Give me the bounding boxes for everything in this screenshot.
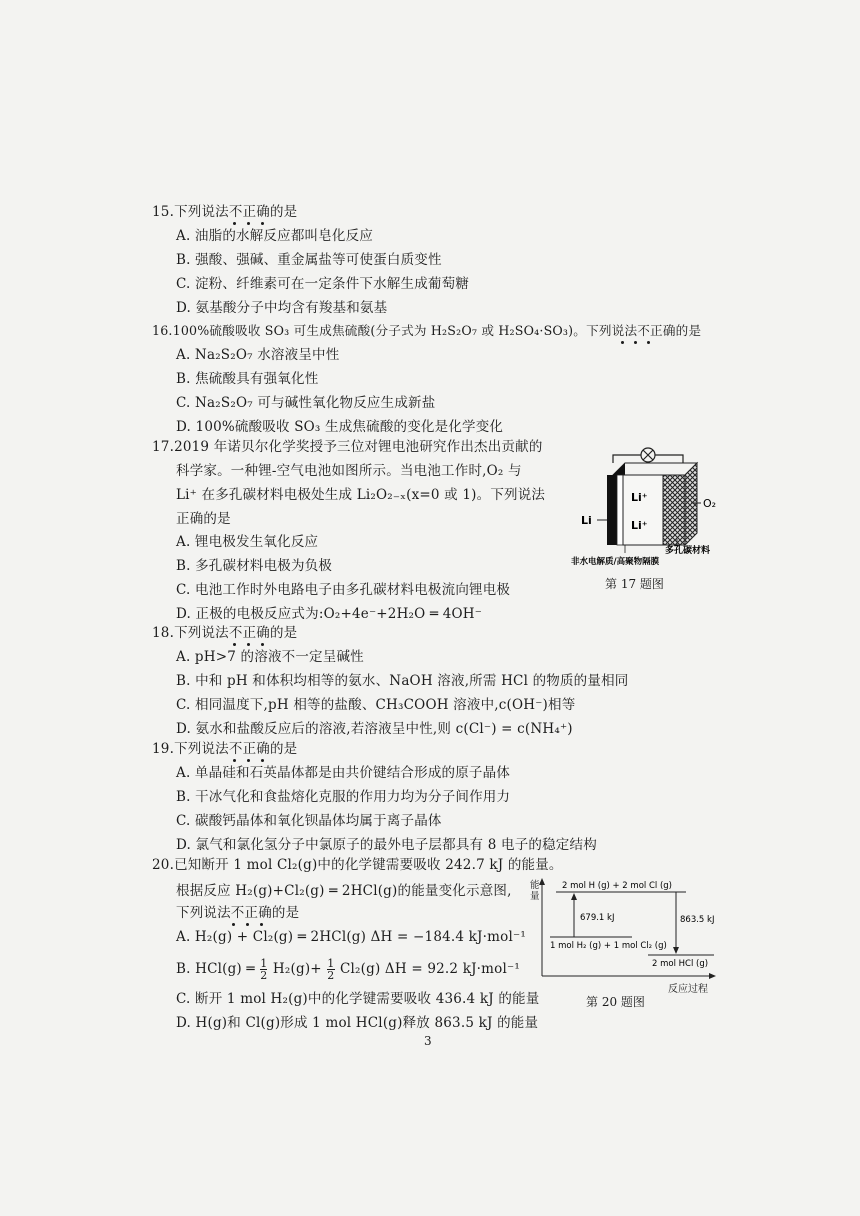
figure-20-caption: 第 20 题图 [586, 995, 645, 1009]
q18-option-b: B. 中和 pH 和体积均相等的氨水、NaOH 溶液,所需 HCl 的物质的量相同 [176, 673, 629, 689]
porous-carbon-electrode [663, 475, 685, 545]
q17-stem-line3: Li⁺ 在多孔碳材料电极处生成 Li₂O₂₋ₓ(x=0 或 1)。下列说法 [176, 487, 546, 503]
emphasis-dot [261, 643, 264, 646]
emphasis-dot [233, 759, 236, 762]
q15-stem: 15.下列说法不正确的是 [152, 204, 298, 220]
energy-label-863: 863.5 kJ [680, 915, 715, 925]
q20-option-b-h2: H₂(g)+ [272, 961, 322, 977]
q16-option-c: C. Na₂S₂O₇ 可与碱性氧化物反应生成新盐 [176, 395, 436, 411]
li-electrode-label: Li [581, 514, 592, 527]
energy-label-679: 679.1 kJ [580, 913, 615, 923]
q20-option-c: C. 断开 1 mol H₂(g)中的化学键需要吸收 436.4 kJ 的能量 [176, 991, 540, 1007]
mid-level-label: 1 mol H₂ (g) + 1 mol Cl₂ (g) [550, 941, 667, 951]
q19-option-a: A. 单晶硅和石英晶体都是由共价键结合形成的原子晶体 [176, 765, 511, 781]
fraction-half [260, 958, 267, 981]
q19-option-d: D. 氯气和氯化氢分子中氯原子的最外电子层都具有 8 电子的稳定结构 [176, 837, 597, 853]
low-level-label: 2 mol HCl (g) [652, 959, 709, 969]
o2-label: O₂ [703, 497, 717, 510]
figure-17-caption: 第 17 题图 [605, 577, 664, 591]
q20-option-b-end: Cl₂(g) ΔH = 92.2 kJ·mol⁻¹ [340, 961, 520, 977]
q19-option-c: C. 碳酸钙晶体和氧化钡晶体均属于离子晶体 [176, 813, 442, 829]
q16-option-b: B. 焦硫酸具有强氧化性 [176, 371, 319, 387]
q20-option-b-start: B. HCl(g) ═ [176, 961, 260, 977]
fraction-numerator: 1 [327, 957, 335, 970]
emphasis-dot [233, 222, 236, 225]
q17-stem-line1: 17.2019 年诺贝尔化学奖授予三位对锂电池研究作出杰出贡献的 [152, 439, 543, 455]
emphasis-dot [247, 222, 250, 225]
emphasis-dot [233, 643, 236, 646]
q15-option-c: C. 淀粉、纤维素可在一定条件下水解生成葡萄糖 [176, 276, 470, 292]
q20-stem-line3: 下列说法不正确的是 [176, 905, 300, 921]
fraction-denominator: 2 [327, 969, 335, 982]
energy-diagram [528, 876, 718, 995]
q18-option-c: C. 相同温度下,pH 相等的盐酸、CH₃COOH 溶液中,c(OH⁻)相等 [176, 697, 576, 713]
fraction-numerator: 1 [260, 957, 268, 970]
page-number: 3 [424, 1034, 432, 1048]
q15-option-a: A. 油脂的水解反应都叫皂化反应 [176, 228, 374, 244]
q20-option-d: D. H(g)和 Cl(g)形成 1 mol HCl(g)释放 863.5 kJ 的能量 [176, 1015, 539, 1031]
emphasis-dot [261, 759, 264, 762]
x-axis-arrow-icon [709, 973, 716, 979]
emphasis-dot [621, 341, 624, 344]
x-axis-label: 反应过程 [668, 984, 708, 995]
membrane-label: 非水电解质/高聚物隔膜 [571, 557, 660, 567]
q17-option-a: A. 锂电极发生氧化反应 [176, 534, 319, 550]
up-arrow-icon [571, 893, 577, 900]
emphasis-dot [647, 341, 650, 344]
carbon-label: 多孔碳材料 [665, 546, 711, 556]
q20-option-a: A. H₂(g) + Cl₂(g) ═ 2HCl(g) ΔH = −184.4 kJ·mol⁻¹ [176, 929, 526, 945]
q20-stem-line1: 20.已知断开 1 mol Cl₂(g)中的化学键需要吸收 242.7 kJ 的能量。 [152, 857, 563, 873]
porous-carbon-side [685, 463, 697, 545]
fraction-half [327, 958, 334, 981]
q16-option-d: D. 100%硫酸吸收 SO₃ 生成焦硫酸的变化是化学变化 [176, 419, 504, 435]
battery-figure [565, 445, 725, 595]
q20-option-b [176, 958, 520, 981]
emphasis-dot [634, 341, 637, 344]
emphasis-dot [247, 759, 250, 762]
li-ion-label: Li⁺ [631, 519, 648, 532]
emphasis-dot [232, 923, 235, 926]
q17-option-d: D. 正极的电极反应式为:O₂+4e⁻+2H₂O ═ 4OH⁻ [176, 606, 483, 622]
q17-stem-line4: 正确的是 [176, 511, 231, 527]
down-arrow-icon [673, 947, 679, 954]
emphasis-dot [260, 923, 263, 926]
q16-option-a: A. Na₂S₂O₇ 水溶液呈中性 [176, 347, 340, 363]
emphasis-dot [247, 643, 250, 646]
q15-option-d: D. 氨基酸分子中均含有羧基和氨基 [176, 300, 388, 316]
fraction-denominator: 2 [260, 969, 268, 982]
membrane [617, 475, 623, 545]
electrolyte [623, 475, 663, 545]
q19-option-b: B. 干冰气化和食盐熔化克服的作用力均为分子间作用力 [176, 789, 511, 805]
cell-top-face [613, 463, 697, 475]
q18-option-d: D. 氨水和盐酸反应后的溶液,若溶液呈中性,则 c(Cl⁻) = c(NH₄⁺) [176, 721, 573, 737]
top-level-label: 2 mol H (g) + 2 mol Cl (g) [562, 881, 672, 891]
y-axis-label: 能量 [530, 880, 540, 902]
q18-option-a: A. pH>7 的溶液不一定呈碱性 [176, 649, 364, 665]
lithium-electrode [607, 475, 617, 545]
energy-diagram-svg [528, 876, 718, 992]
li-ion-label: Li⁺ [631, 491, 648, 504]
q15-option-b: B. 强酸、强碱、重金属盐等可使蛋白质变性 [176, 252, 442, 268]
q20-stem-line2: 根据反应 H₂(g)+Cl₂(g) ═ 2HCl(g)的能量变化示意图, [176, 883, 512, 899]
emphasis-dot [261, 222, 264, 225]
battery-diagram [565, 445, 725, 595]
emphasis-dot [246, 923, 249, 926]
q18-stem: 18.下列说法不正确的是 [152, 625, 298, 641]
q17-option-b: B. 多孔碳材料电极为负极 [176, 558, 333, 574]
q16-stem: 16.100%硫酸吸收 SO₃ 可生成焦硫酸(分子式为 H₂S₂O₇ 或 H₂SO₄·SO₃)。下列说法不正确的是 [152, 323, 702, 338]
q17-stem-line2: 科学家。一种锂-空气电池如图所示。当电池工作时,O₂ 与 [176, 463, 522, 479]
q17-option-c: C. 电池工作时外电路电子由多孔碳材料电极流向锂电极 [176, 582, 511, 598]
q19-stem: 19.下列说法不正确的是 [152, 741, 298, 757]
